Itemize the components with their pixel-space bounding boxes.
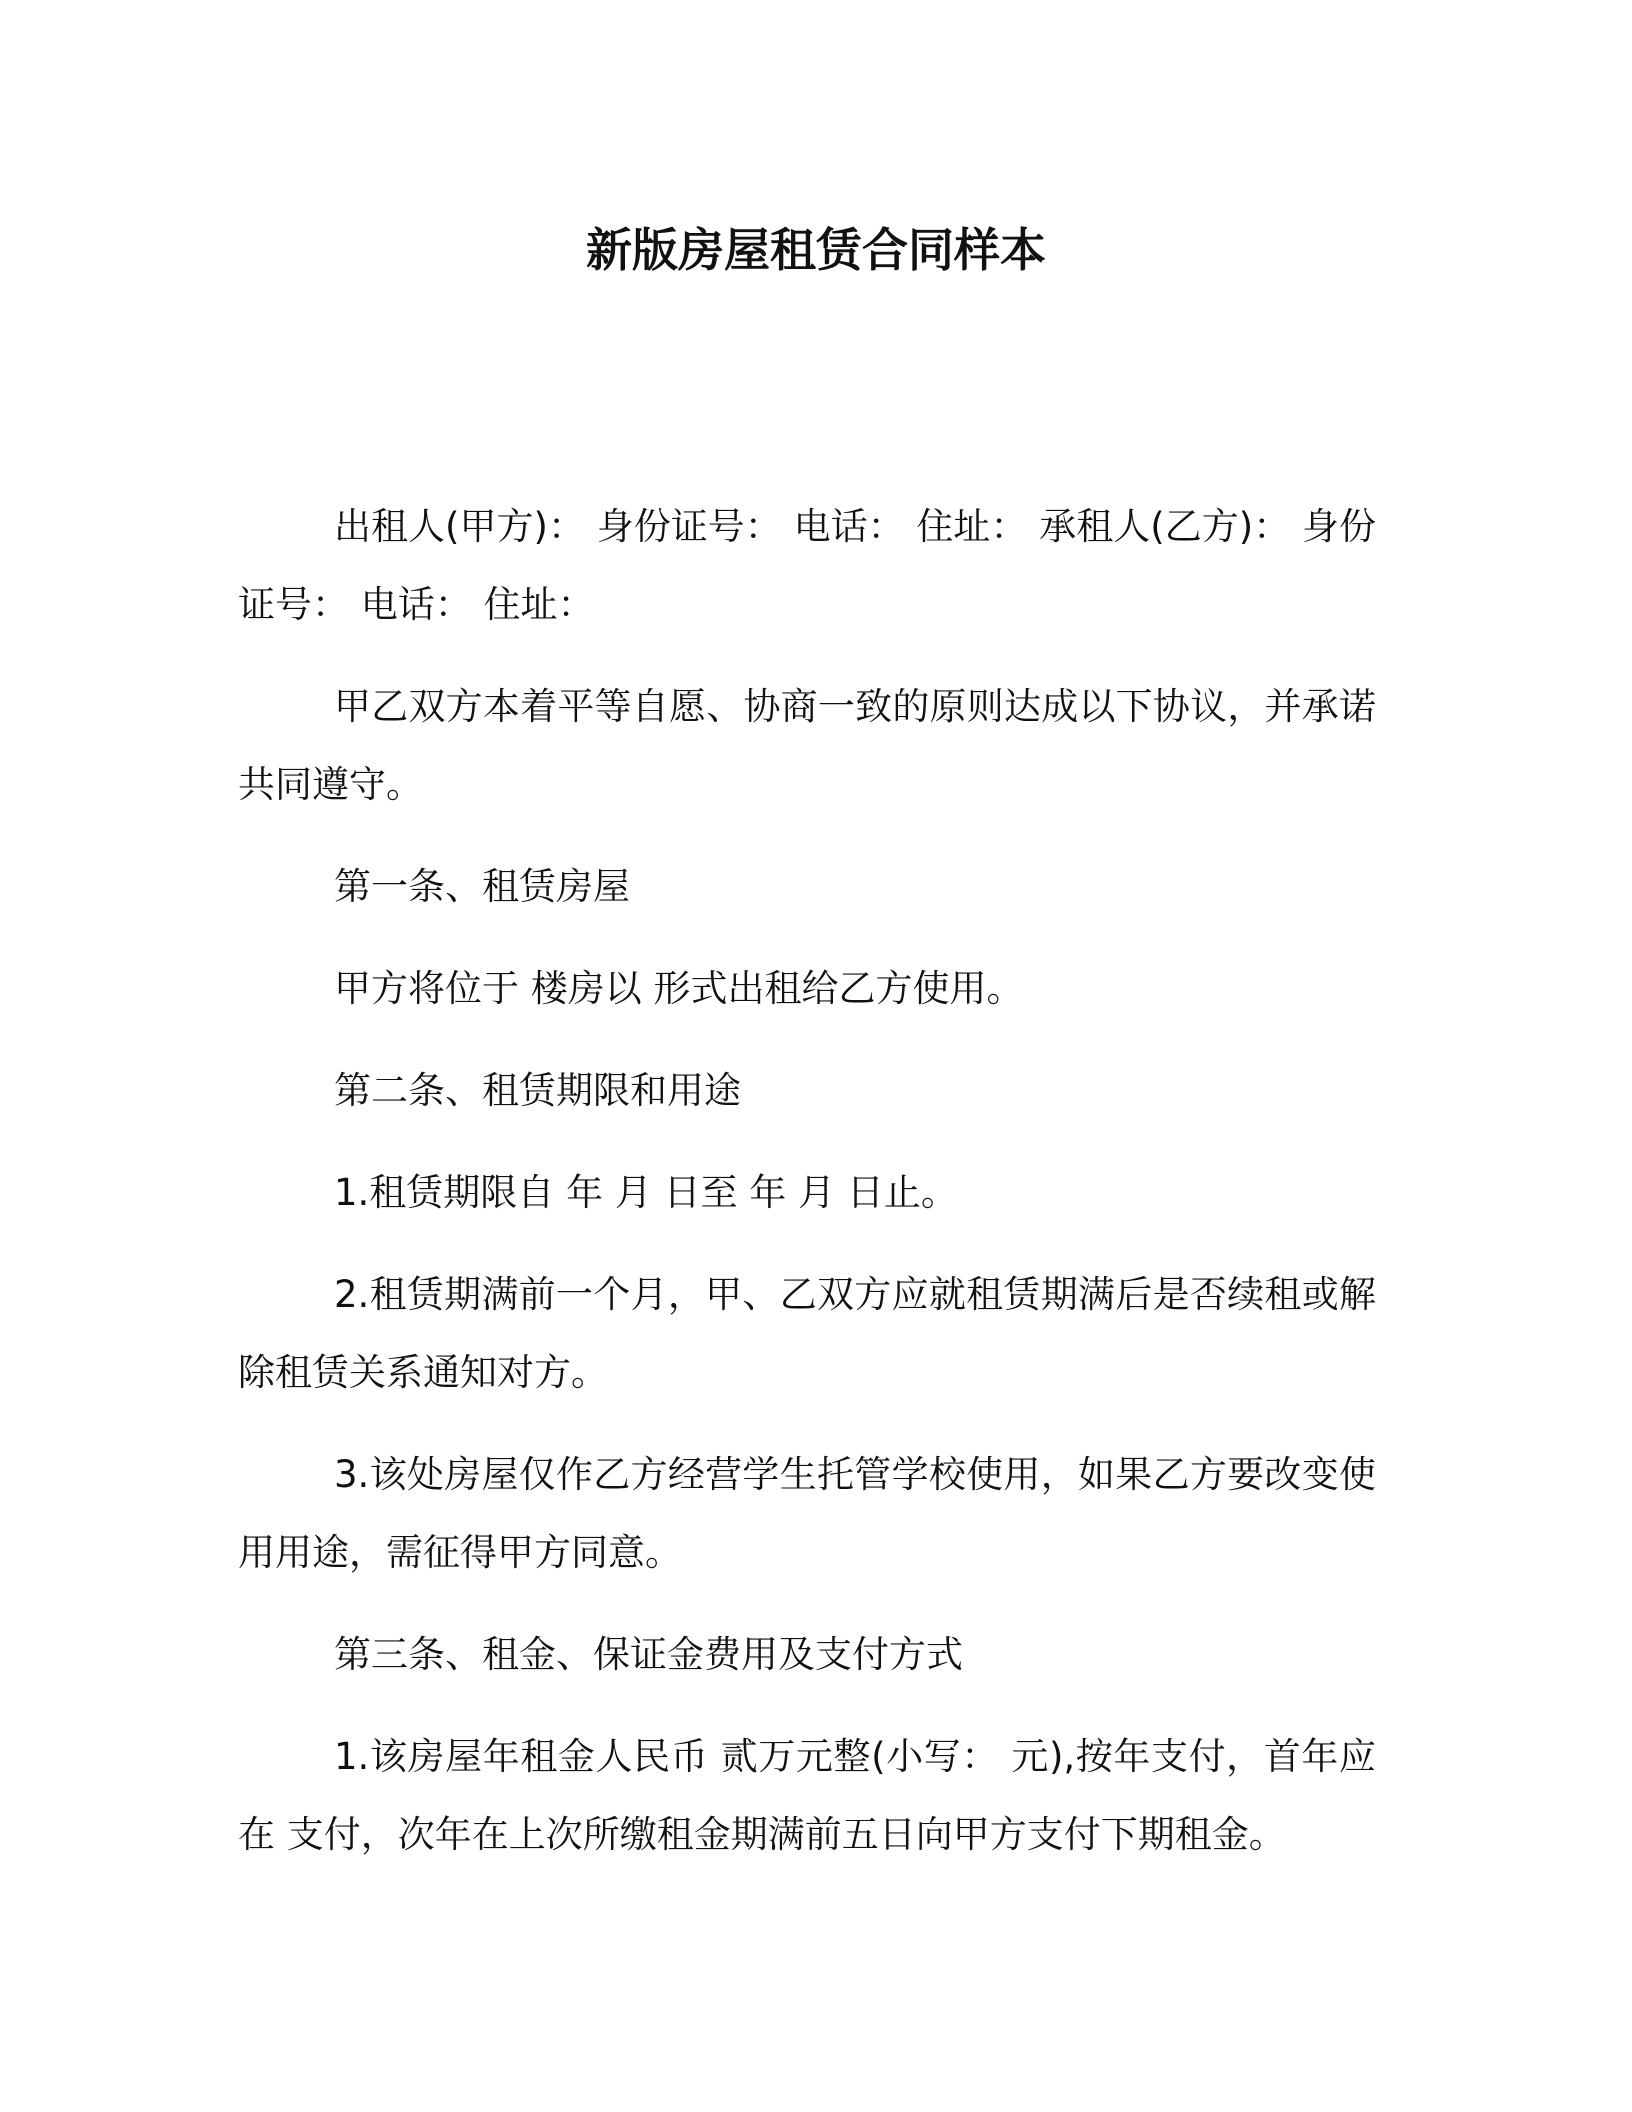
article-1-heading: 第一条、租赁房屋 xyxy=(334,865,630,908)
article-2-item-1: 1.租赁期限自 年 月 日至 年 月 日止。 xyxy=(334,1171,958,1214)
article-1-text: 甲方将位于 楼房以 形式出租给乙方使用。 xyxy=(334,967,1024,1010)
article-2-item-3: 3.该处房屋仅作乙方经营学生托管学校使用，如果乙方要改变使用用途，需征得甲方同意。 xyxy=(238,1453,1376,1574)
agreement-paragraph: 甲乙双方本着平等自愿、协商一致的原则达成以下协议，并承诺共同遵守。 xyxy=(238,685,1376,806)
article-2-item-2: 2.租赁期满前一个月，甲、乙双方应就租赁期满后是否续租或解除租赁关系通知对方。 xyxy=(238,1273,1376,1394)
document-body xyxy=(238,488,1376,1874)
article-3-heading: 第三条、租金、保证金费用及支付方式 xyxy=(334,1633,963,1676)
article-3-item-1: 1.该房屋年租金人民币 贰万元整(小写： 元),按年支付，首年应在 支付，次年在上次所缴租金期满前五日向甲方支付下期租金。 xyxy=(238,1735,1376,1856)
document-title: 新版房屋租赁合同样本 xyxy=(586,223,1046,277)
article-2-heading: 第二条、租赁期限和用途 xyxy=(334,1069,741,1112)
parties-paragraph: 出租人(甲方)： 身份证号： 电话： 住址： 承租人(乙方)： 身份证号： 电话： 住址： xyxy=(238,505,1376,626)
